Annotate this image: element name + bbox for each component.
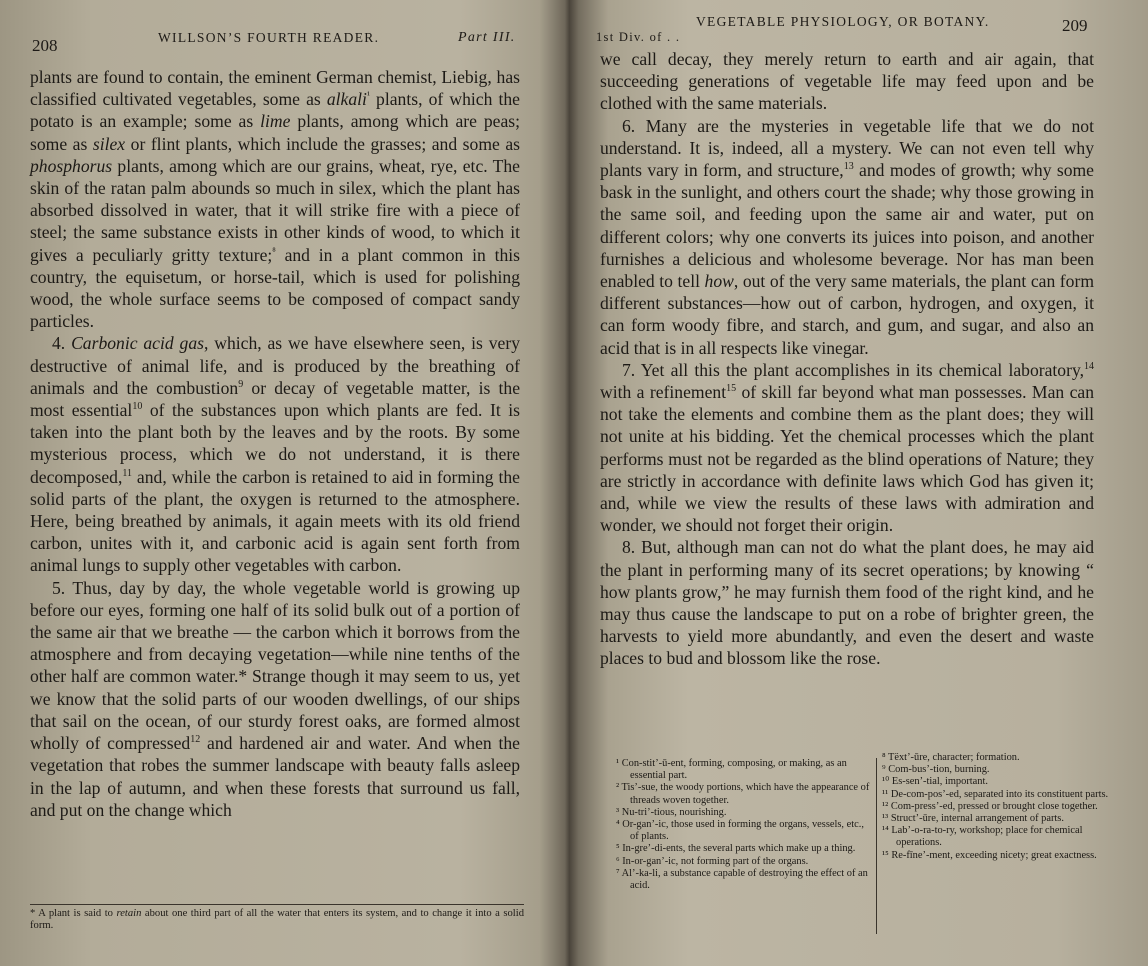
footnote-4: ⁴ Or-gan’-ic, those used in forming the organs, vessels, etc., of plants.: [616, 819, 864, 843]
paragraph-continued: plants are found to contain, the eminent German chemist, Liebig, has classified cultivated vegetables, some as alkali$^{^1}$ plants, of which the potato is an example; some as lime plants, among which are peas; some as silex or flint plants, which include the grasses; and some as phosphorus plants, among which are our grains, wheat, rye, etc. The skin of the ratan palm abounds so much in silex, which the plant has absorbed dissolved in water, that it will strike fire with a piece of steel; the same substance exists in other kinds of wood, to which it gives a peculiarly gritty texture;$^{^8}$ and in a plant common in this country, the equisetum, or horse-tail, which is used for polishing wood, the whole surface seems to be composed of compact sandy particles.: [30, 67, 521, 332]
paragraph-5: 5. Thus, day by day, the whole vegetable world is growing up before our eyes, forming one half of its solid bulk out of a portion of the same air that we breathe — the carbon which it borrows from the atmosphere and from decaying vegetation—while nine tenths of the other half are common water.* Strange though it may seem to us, yet we know that the solid parts of our wooden dwellings, of our ships that sail on the ocean, of our sturdy forest oaks, are formed almost wholly of compressed$^{12}$ and hardened air and water. And when the vegetation that robes the summer landscape with beauty falls asleep in the lap of autumn, and when these forests that surround us fall, and put on the change which: [30, 577, 520, 820]
part-label: Part III.: [458, 30, 516, 45]
paragraph-4: 4. Carbonic acid gas, which, as we have elsewhere seen, is very destructive of animal life, and is produced by the breathing of animals and the combustion$^9$ or decay of vegetable matter, is the most essential$^{10}$ of the substances upon which plants are fed. It is taken into the plant both by the leaves and by the roots. By some mysterious process, which we do not understand, it is there decomposed,$^{11}$ and, while the carbon is retained to aid in forming the solid parts of the plant, the oxygen is returned to the atmosphere. Here, being breathed by animals, it again meets with its old friend carbon, unites with it, and carbonic acid is again sent forth from animal lungs to supply other vegetables with carbon.: [30, 333, 521, 576]
footnote-1: ¹ Con-stit’-ū-ent, forming, composing, or making, as an essential part.: [616, 758, 847, 782]
footnote-left: * A plant is said to retain about one third part of all the water that enters its system, and to change it into a solid form.: [30, 908, 524, 932]
paragraph-7: 7. Yet all this the plant accomplishes in its chemical laboratory,$^{14}$ with a refinement$^{15}$ of skill far beyond what man possesses. Man can not take the elements and combine them as the plant does; they will not unite at his bidding. Yet the chemical processes which the plant performs must not be regarded as the blind operations of Nature; they are strictly in accordance with definite laws which God has given it; and, while we view the results of these laws with admiration and wonder, we should not forget their origin.: [600, 359, 1094, 536]
footnote-2: ² Tis’-sue, the woody portions, which have the appearance of threads woven together.: [616, 782, 870, 806]
running-head-right: VEGETABLE PHYSIOLOGY, OR BOTANY.: [696, 14, 990, 29]
page-number-left: 208: [32, 36, 58, 55]
footnote-column-divider: [876, 758, 877, 934]
footnote-6: ⁶ In-or-gan’-ic, not forming part of the organs.: [616, 855, 809, 867]
footnote-14: ¹⁴ Lab’-o-ra-to-ry, workshop; place for chemical operations.: [882, 825, 1083, 849]
footnotes-column-left: [616, 758, 872, 892]
footnote-9: ⁹ Com-bus’-tion, burning.: [882, 764, 990, 776]
footnote-10: ¹⁰ Es-sen’-tial, important.: [882, 776, 988, 788]
left-page: [0, 0, 568, 966]
right-body-text: [600, 48, 1094, 670]
left-body-text: [30, 66, 520, 821]
paragraph-6: 6. Many are the mysteries in vegetable life that we do not understand. It is, indeed, all a mystery. We can not even tell why plants vary in form, and structure,$^{13}$ and modes of growth; why some bask in the sunlight, and others court the shade; why those growing in the same soil, and feeding upon the same air and water, put on different colors; why one converts its juices into poison, and another furnishes a delicious and wholesome beverage. Nor has man been enabled to tell how, out of the very same materials, the plant can form different substances—how out of carbon, hydrogen, and oxygen, it can form woody fibre, and starch, and gum, and sugar, and also an acid that is in all respects like vinegar.: [600, 115, 1095, 358]
running-head-left: WILLSON’S FOURTH READER.: [158, 30, 380, 45]
footnote-15: ¹⁵ Re-fīne’-ment, exceeding nicety; great exactness.: [882, 849, 1097, 861]
paragraph-continued-right: we call decay, they merely return to earth and air again, that succeeding generations of vegetable life may feed upon and be clothed with the same materials.: [600, 49, 1094, 114]
footnotes-column-right: [882, 752, 1122, 862]
footnote-12: ¹² Com-press’-ed, pressed or brought close together.: [882, 800, 1098, 812]
footnote-7: ⁷ Al’-ka-li, a substance capable of destroying the effect of an acid.: [616, 867, 868, 892]
footnote-11: ¹¹ De-com-pos’-ed, separated into its constituent parts.: [882, 788, 1109, 800]
footnote-13: ¹³ Struct’-ūre, internal arrangement of parts.: [882, 813, 1064, 825]
footnote-5: ⁵ In-gre’-di-ents, the several parts which make up a thing.: [616, 843, 856, 855]
right-page: [578, 0, 1148, 966]
paragraph-8: 8. But, although man can not do what the plant does, he may aid the plant in performing many of its secret operations; by knowing “ how plants grow,” he may furnish them food of the right kind, and he may thus cause the landscape to put on a robe of brighter green, the harvests to yield more abundantly, and even the desert and waste places to bud and blossom like the rose.: [600, 537, 1094, 669]
footnote-3: ³ Nu-tri’-tious, nourishing.: [616, 806, 727, 818]
running-head-division: 1st Div. of . .: [596, 30, 681, 44]
footnote-rule-left: [30, 904, 524, 905]
footnote-8: ⁸ Tëxt’-ūre, character; formation.: [882, 752, 1020, 763]
page-number-right: 209: [1062, 16, 1088, 35]
